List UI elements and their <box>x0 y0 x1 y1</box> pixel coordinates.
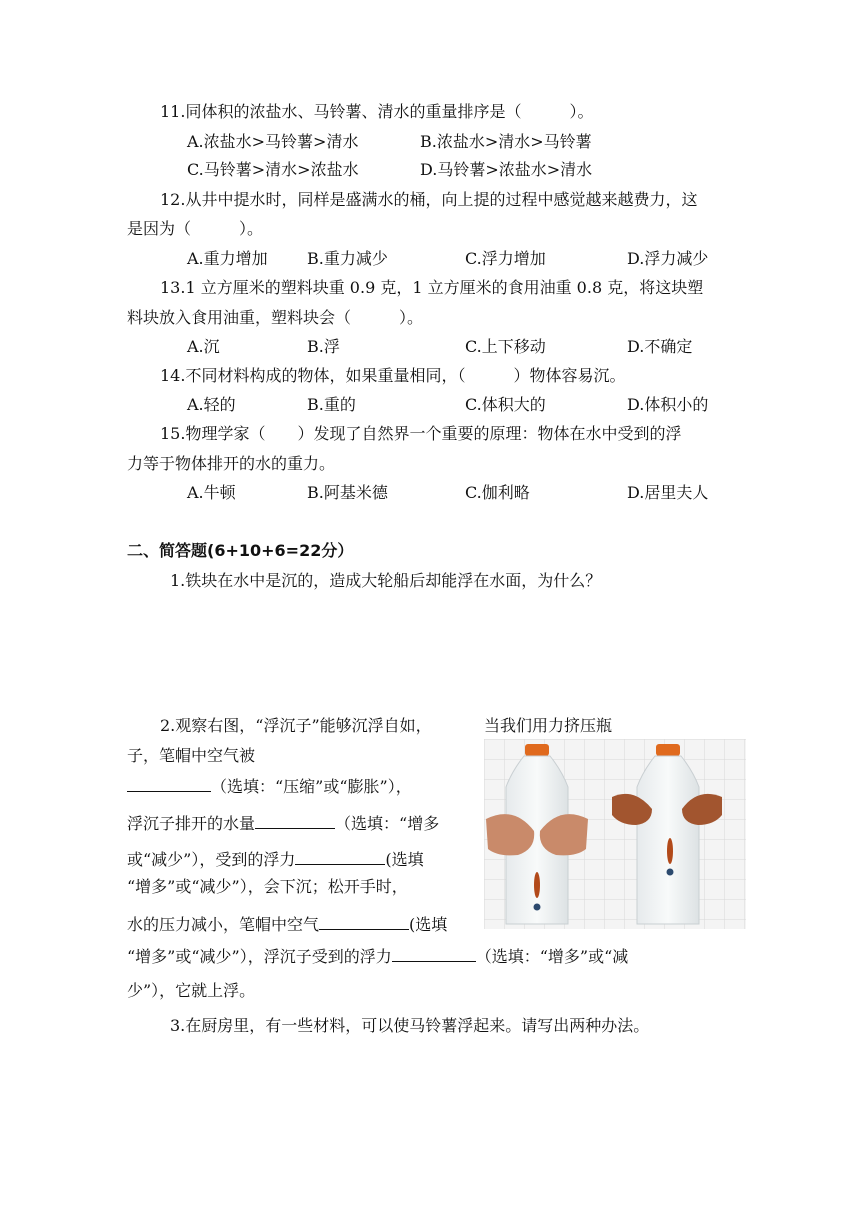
q2-line7-text-b: (选填 <box>409 915 448 934</box>
q15-option-d: D.居里夫人 <box>627 483 709 502</box>
q14-option-d: D.体积小的 <box>627 395 709 414</box>
q13-stem-line1: 13.1 立方厘米的塑料块重 0.9 克，1 立方厘米的食用油重 0.8 克，将这块塑 <box>160 278 704 297</box>
answer-blank-4[interactable] <box>319 913 409 930</box>
short-answer-q1: 1.铁块在水中是沉的，造成大轮船后却能浮在水面，为什么？ <box>170 571 602 590</box>
section2-heading: 二、简答题(6+10+6=22分） <box>127 541 354 560</box>
q15-option-a: A.牛顿 <box>187 483 236 502</box>
answer-blank-2[interactable] <box>255 812 335 829</box>
q2-line4-text-a: 浮沉子排开的水量 <box>127 814 256 833</box>
q13-option-b: B.浮 <box>307 337 340 356</box>
q2-line3 <box>127 775 412 797</box>
q12-stem-line2: 是因为（ ）。 <box>127 219 264 238</box>
q11-option-b: B.浓盐水>清水>马铃薯 <box>420 132 592 151</box>
q12-stem-line1: 12.从井中提水时，同样是盛满水的桶，向上提的过程中感觉越来越费力，这 <box>160 190 698 209</box>
q14-option-c: C.体积大的 <box>465 395 546 414</box>
q14-option-a: A.轻的 <box>187 395 236 414</box>
q2-line2: 子，笔帽中空气被 <box>127 746 256 765</box>
q12-option-c: C.浮力增加 <box>465 249 546 268</box>
q2-line5 <box>127 848 424 870</box>
q2-line5-text-a: 或“减少”），受到的浮力 <box>127 850 296 869</box>
q2-line6: “增多”或“减少”），会下沉；松开手时， <box>127 877 408 896</box>
q15-stem-line1: 15.物理学家（ ）发现了自然界一个重要的原理：物体在水中受到的浮 <box>160 424 682 443</box>
q14-stem: 14.不同材料构成的物体，如果重量相同，（ ）物体容易沉。 <box>160 366 626 385</box>
q2-line9: 少”），它就上浮。 <box>127 981 256 1000</box>
q2-line8-text-a: “增多”或“减少”），浮沉子受到的浮力 <box>127 947 392 966</box>
q11-option-a: A.浓盐水>马铃薯>清水 <box>187 132 359 151</box>
q15-stem-line2: 力等于物体排开的水的重力。 <box>127 454 336 473</box>
q12-option-b: B.重力减少 <box>307 249 388 268</box>
bottle-cap-left <box>525 744 549 756</box>
q11-option-c: C.马铃薯>清水>浓盐水 <box>187 160 359 179</box>
q11-stem: 11.同体积的浓盐水、马铃薯、清水的重量排序是（ ）。 <box>160 102 594 121</box>
bottle-cap-right <box>656 744 680 756</box>
q14-option-b: B.重的 <box>307 395 356 414</box>
q13-option-a: A.沉 <box>187 337 220 356</box>
q12-option-d: D.浮力减少 <box>627 249 709 268</box>
q13-option-c: C.上下移动 <box>465 337 546 356</box>
q2-line3-text: （选填：“压缩”或“膨胀”）， <box>211 777 412 796</box>
q15-option-c: C.伽利略 <box>465 483 530 502</box>
short-answer-q3: 3.在厨房里，有一些材料，可以使马铃薯浮起来。请写出两种办法。 <box>170 1016 650 1035</box>
q11-option-d: D.马铃薯>浓盐水>清水 <box>420 160 593 179</box>
answer-blank-1[interactable] <box>127 775 211 792</box>
diver-left <box>534 872 540 898</box>
q2-line8-text-b: （选填：“增多”或“减 <box>475 947 629 966</box>
q13-stem-line2: 料块放入食用油重，塑料块会（ ）。 <box>127 308 424 327</box>
cartesian-diver-photo <box>484 739 746 929</box>
q2-line7 <box>127 913 447 935</box>
q2-line1a: 2.观察右图，“浮沉子”能够沉浮自如， <box>160 716 432 735</box>
q2-line1b: 当我们用力挤压瓶 <box>484 716 613 735</box>
q2-line8 <box>127 945 628 967</box>
q12-option-a: A.重力增加 <box>187 249 268 268</box>
answer-blank-3[interactable] <box>295 848 385 865</box>
q13-option-d: D.不确定 <box>627 337 693 356</box>
q2-line7-text-a: 水的压力减小，笔帽中空气 <box>127 915 320 934</box>
diver-right <box>667 838 673 864</box>
q2-line4 <box>127 812 439 834</box>
q2-line4-text-b: （选填：“增多 <box>335 814 440 833</box>
answer-blank-5[interactable] <box>392 945 476 962</box>
q15-option-b: B.阿基米德 <box>307 483 388 502</box>
q2-line5-text-b: (选填 <box>385 850 424 869</box>
